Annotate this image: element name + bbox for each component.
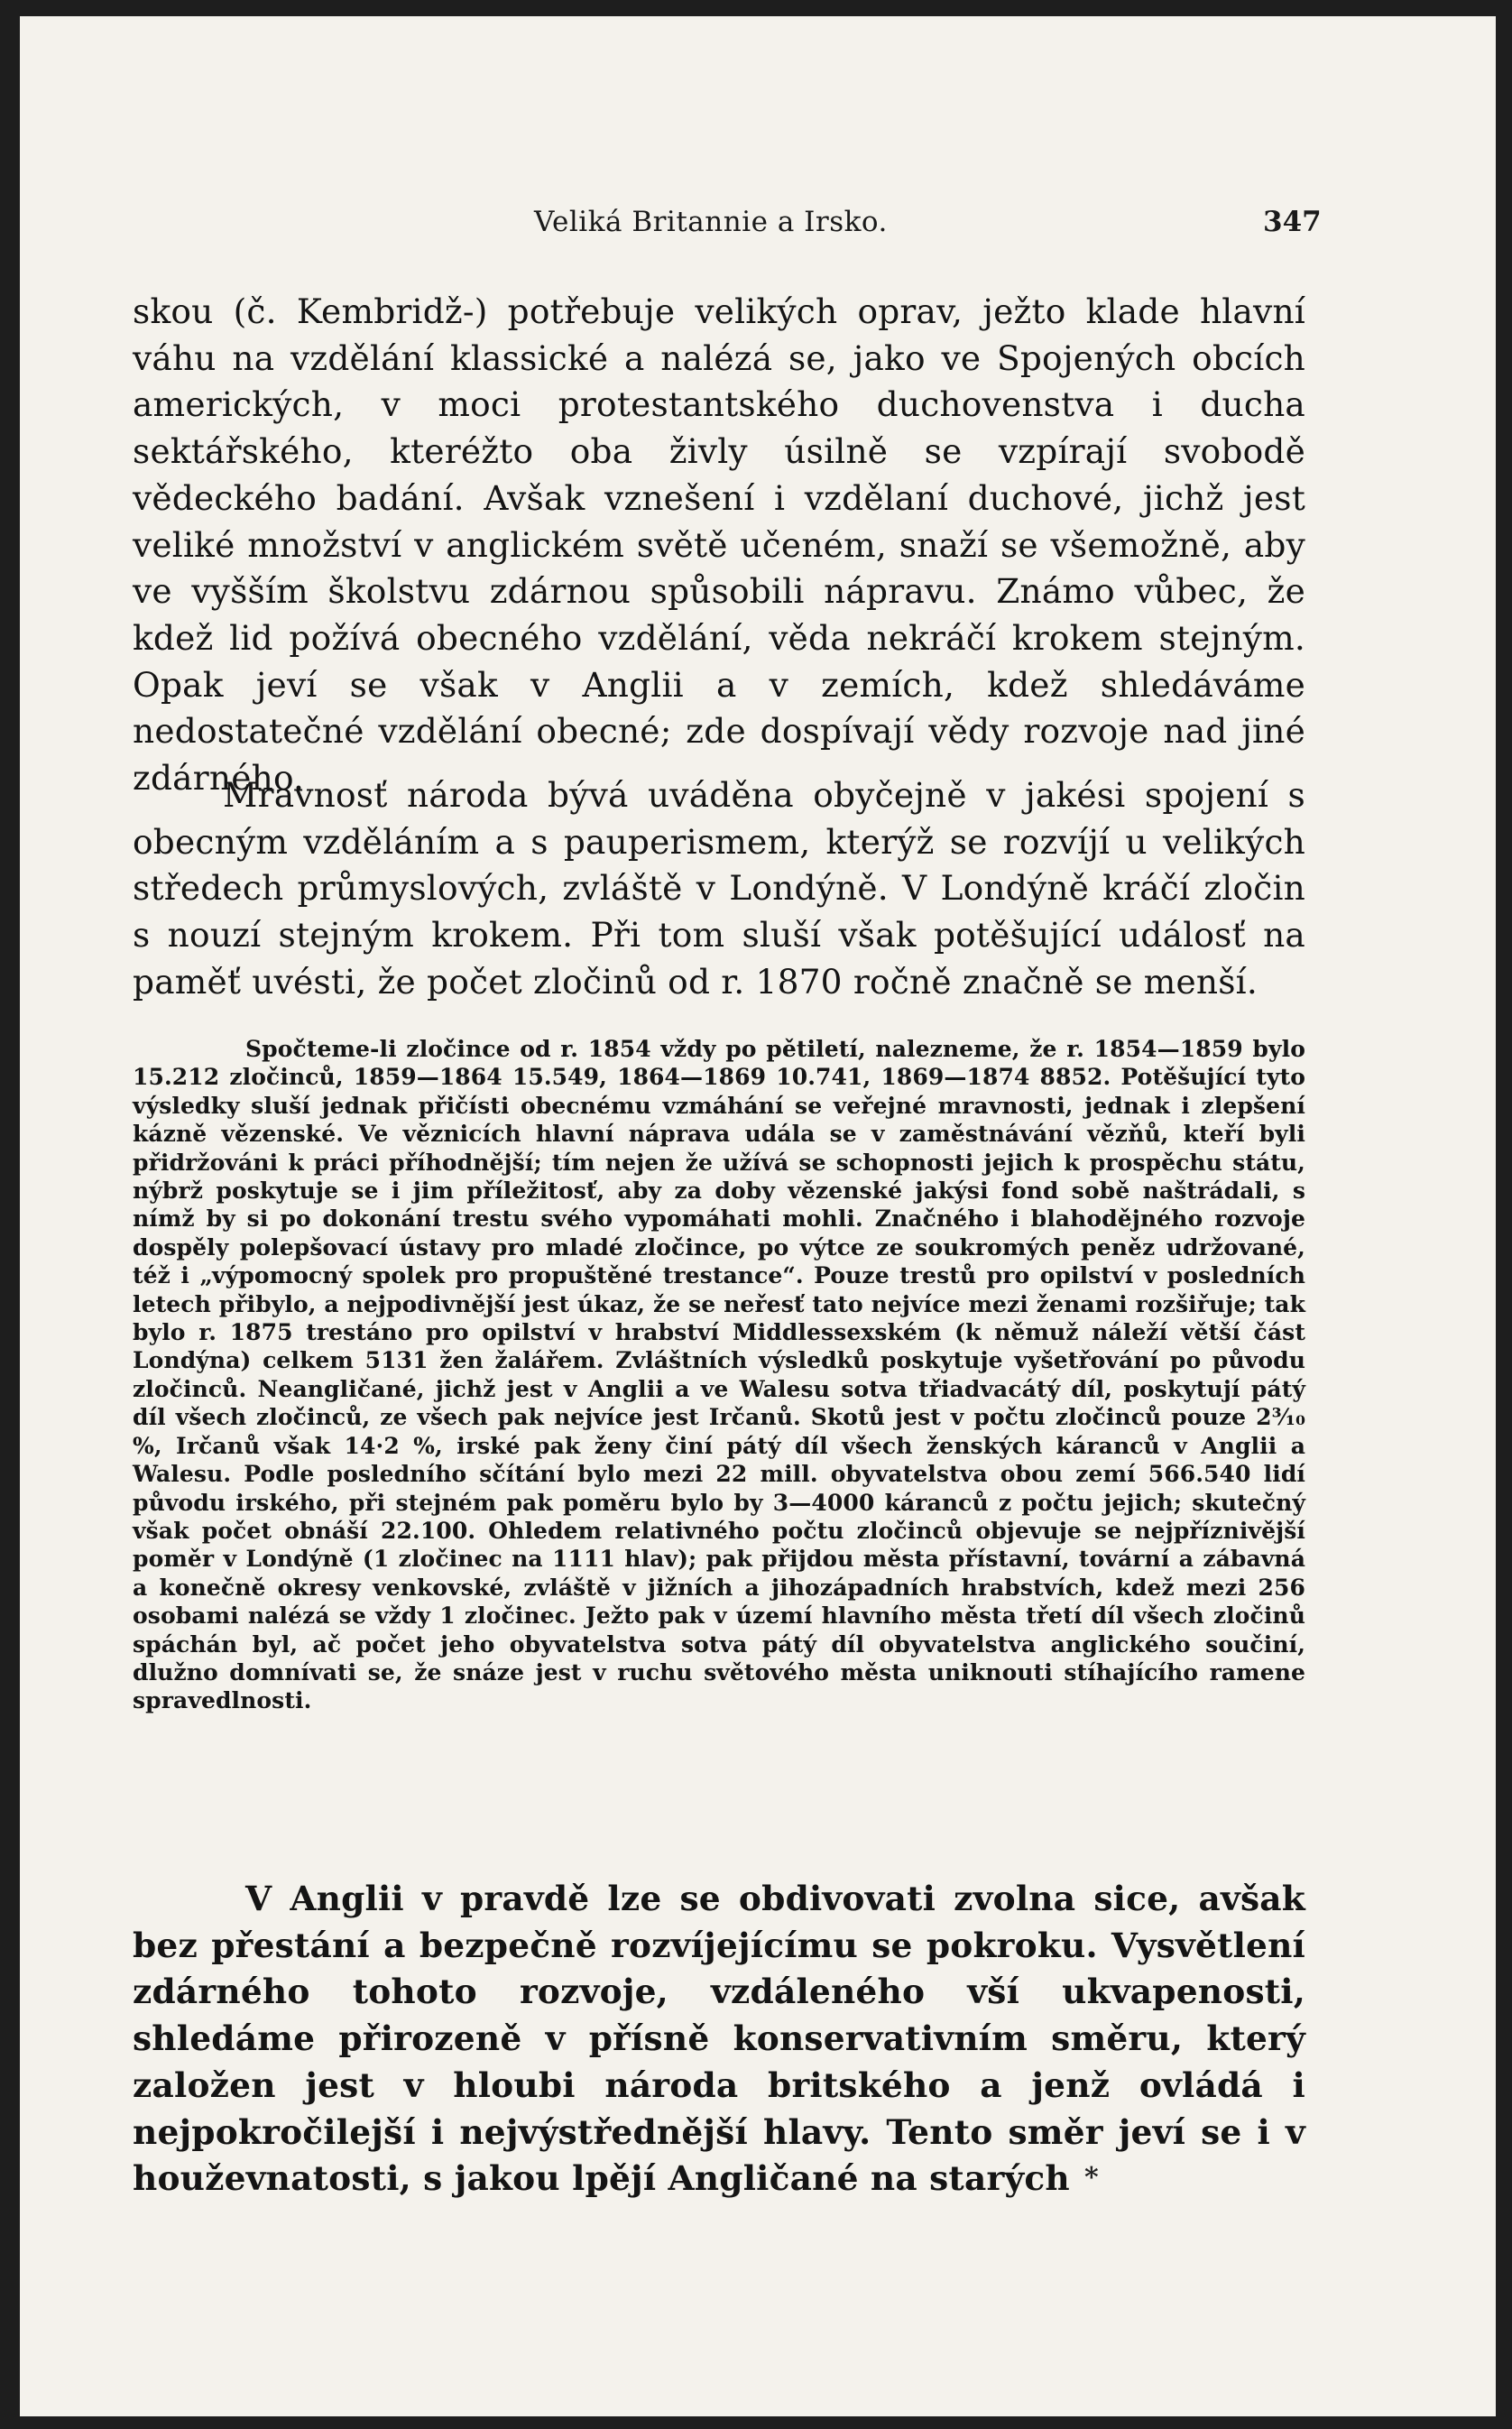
signature-mark: * (1084, 2162, 1099, 2193)
paragraph-1: skou (č. Kembridž-) potřebuje velikých oprav, ježto klade hlavní váhu na vzdělání klassické a nalézá se, jako ve Spojených obcích amerických, v moci protestantského duchovenstva i ducha sektářského, kteréžto oba živly úsilně se vzpírají svobodě vědeckého badání. Avšak vznešení i vzdělaní duchové, jichž jest veliké množství v anglickém světě učeném, snaží se všemožně, aby ve vyšším školstvu zdárnou spůsobili nápravu. Známo vůbec, že kdež lid požívá obecného vzdělání, věda nekráčí krokem stejným. Opak jeví se však v Anglii a v zemích, kdež shledáváme nedostatečné vzdělání obecné; zde dospívají vědy rozvoje nad jiné zdárného. (133, 291, 1305, 799)
header-title: Veliká Britannie a Irsko. (534, 206, 888, 238)
footnote-block: Spočteme-li zločince od r. 1854 vždy po pětiletí, nalezneme, že r. 1854—1859 bylo 15.212 zločinců, 1859—1864 15.549, 1864—1869 10.741, 1869—1874 8852. Potěšující tyto výsledky sluší jednak přičísti obecnému vzmáhání se veřejné mravnosti, jednak i zlepšení kázně vězenské. Ve věznicích hlavní náprava udála se v zaměstnávání vězňů, kteří byli přidržováni k práci příhodnější; tím nejen že užívá se schopnosti jejich k prospěchu státu, nýbrž poskytuje se i jim příležitosť, aby za doby vězenské jakýsi fond sobě naštrádali, s nímž by si po dokonání trestu svého vypomáhati mohli. Značného i blahodějného rozvoje dospěly polepšovací ústavy pro mladé zločince, po výtce ze soukromých peněz udržované, též i „výpomocný spolek pro propuštěné trestance“. Pouze trestů pro opilství v posledních letech přibylo, a nejpodivnější jest úkaz, že se neřesť tato nejvíce mezi ženami rozšiřuje; tak bylo r. 1875 trestáno pro opilství v hrabství Middlessexském (k němuž náleží větší část Londýna) celkem 5131 žen žalářem. Zvláštních výsledků poskytuje vyšetřování po původu zločinců. Neangličané, jichž jest v Anglii a ve Walesu sotva třiadvacátý díl, poskytují pátý díl všech zločinců, ze všech pak nejvíce jest Irčanů. Skotů jest v počtu zločinců pouze 2³⁄₁₀ %, Irčanů však 14·2 %, irské pak ženy činí pátý díl všech ženských káranců v Anglii a Walesu. Podle posledního sčítání bylo mezi 22 mill. obyvatelstva obou zemí 566.540 lidí původu irského, při stejném pak poměru bylo by 3—4000 káranců z počtu jejich; skutečný však počet obnáší 22.100. Ohledem relativného počtu zločinců objevuje se nejpříznivější poměr v Londýně (1 zločinec na 1111 hlav); pak přijdou města přístavní, tovární a zábavná a konečně okresy venkovské, zvláště v jižních a jihozápadních hrabstvích, kdež mezi 256 osobami nalézá se vždy 1 zločinec. Ježto pak v území hlavního města třetí díl všech zločinů spáchán byl, ač počet jeho obyvatelstva sotva pátý díl obyvatelstva anglického součiní, dlužno domnívati se, že snáze jest v ruchu světového města uniknouti stíhajícího ramene spravedlnosti. (133, 1036, 1305, 1714)
paragraph-3: V Anglii v pravdě lze se obdivovati zvolna sice, avšak bez přestání a bezpečně rozvíjejícímu se pokroku. Vysvětlení zdárného tohoto rozvoje, vzdáleného vší ukvapenosti, shledáme přirozeně v přísně konservativním směru, který založen jest v hloubi národa britského a jenž ovládá i nejpokročilejší i nejvýstřednější hlavy. Tento směr jeví se i v houževnatosti, s jakou lpějí Angličané na starých (133, 1879, 1305, 2199)
paragraph-2: Mravnosť národa bývá uváděna obyčejně v jakési spojení s obecným vzděláním a s pauperismem, kterýž se rozvíjí u velikých středech průmyslových, zvláště v Londýně. V Londýně kráčí zločin s nouzí stejným krokem. Při tom sluší však potěšující událosť na paměť uvésti, že počet zločinů od r. 1870 ročně značně se menší. (133, 775, 1305, 1002)
book-page (20, 16, 1496, 2416)
page-number: 347 (1263, 206, 1322, 238)
